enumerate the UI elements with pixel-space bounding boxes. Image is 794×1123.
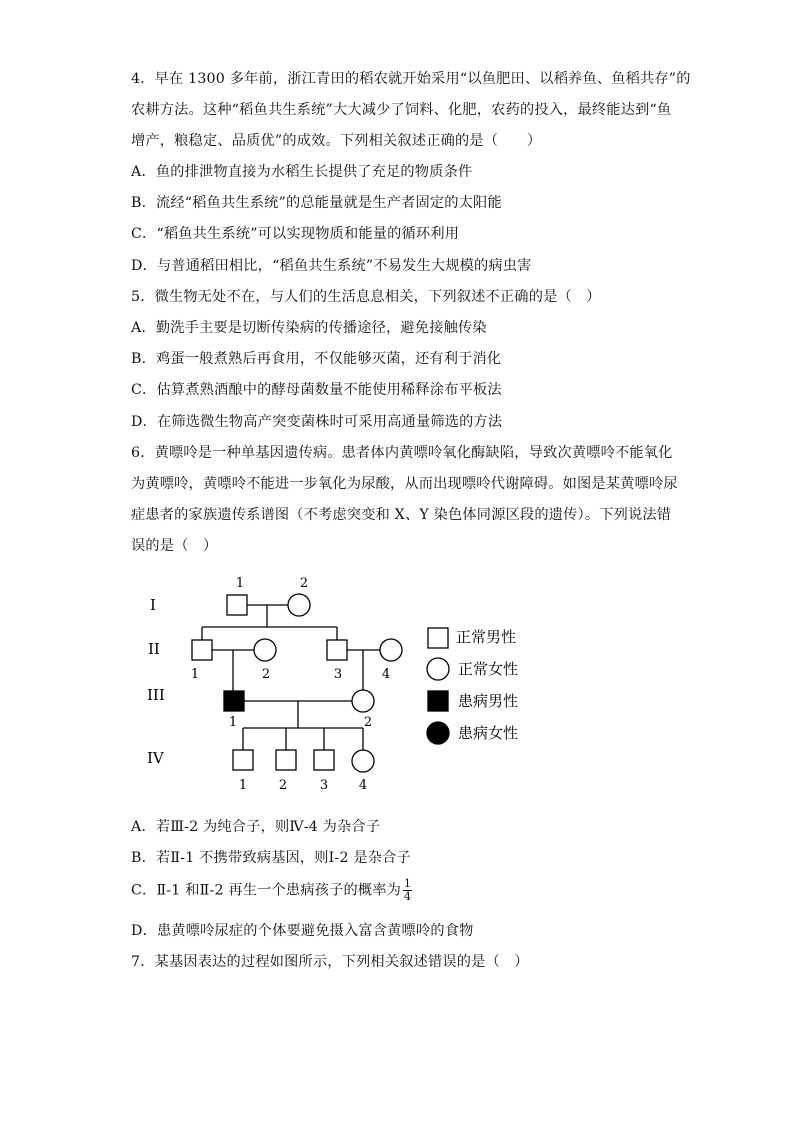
legend-filled-square-icon <box>428 691 448 711</box>
legend-open-circle-icon <box>427 658 449 680</box>
q6-option-c-text: C．Ⅱ-1 和Ⅱ-2 再生一个患病孩子的概率为 <box>131 882 402 899</box>
q6-line-2: 为黄嘌呤，黄嘌呤不能进一步氧化为尿酸，从而出现嘌呤代谢障碍。如图是某黄嘌呤尿 <box>131 476 678 492</box>
legend-label-affected-female: 患病女性 <box>458 724 519 742</box>
fraction-numerator: 1 <box>404 877 412 890</box>
pedigree-IV-1 <box>233 750 253 770</box>
q4-option-c: C．“稻鱼共生系统”可以实现物质和能量的循环利用 <box>131 226 460 242</box>
q4-option-a: A．鱼的排泄物直接为水稻生长提供了充足的物质条件 <box>131 164 473 180</box>
q4-line-2: 农耕方法。这种“稻鱼共生系统”大大减少了饲料、化肥，农药的投入，最终能达到“鱼 <box>131 102 672 118</box>
label-I-1: 1 <box>235 576 245 591</box>
q6-line-1: 6．黄嘌呤是一种单基因遗传病。患者体内黄嘌呤氧化酶缺陷，导致次黄嘌呤不能氧化 <box>131 445 673 461</box>
label-IV-3: 3 <box>319 778 329 793</box>
q7-line-1: 7．某基因表达的过程如图所示，下列相关叙述错误的是（ ） <box>131 954 529 970</box>
label-II-4: 4 <box>381 667 391 682</box>
label-II-3: 3 <box>333 667 343 682</box>
label-III-2: 2 <box>363 715 373 730</box>
pedigree-II-3 <box>327 640 347 660</box>
legend-label-normal-female: 正常女性 <box>458 660 519 678</box>
gen-label-I: I <box>150 596 156 614</box>
pedigree-II-1 <box>192 640 212 660</box>
q6-option-c-fraction <box>403 878 412 903</box>
q5-option-a: A．勤洗手主要是切断传染病的传播途径，避免接触传染 <box>131 320 487 336</box>
q6-line-3: 症患者的家族遗传系谱图（不考虑突变和 X、Y 染色体同源区段的遗传）。下列说法错 <box>131 507 672 523</box>
pedigree-IV-3 <box>314 750 334 770</box>
pedigree-chart <box>140 570 560 800</box>
gen-label-II: II <box>148 640 160 658</box>
label-II-1: 1 <box>190 667 200 682</box>
legend-label-affected-male: 患病男性 <box>458 692 519 710</box>
gen-label-IV: IV <box>147 749 164 767</box>
pedigree-IV-2 <box>276 750 296 770</box>
q5-option-b: B．鸡蛋一般煮熟后再食用，不仅能够灭菌，还有利于消化 <box>131 351 502 367</box>
q6-option-b: B．若Ⅱ-1 不携带致病基因，则Ⅰ-2 是杂合子 <box>131 850 411 866</box>
legend-filled-circle-icon <box>427 722 449 744</box>
pedigree-II-4 <box>380 639 402 661</box>
q4-line-1: 4．早在 1300 多年前，浙江青田的稻农就开始采用“以鱼肥田、以稻养鱼、鱼稻共存”的 <box>131 71 691 87</box>
q6-line-4: 误的是（ ） <box>131 538 218 554</box>
q6-option-c <box>131 878 412 903</box>
q6-option-d: D．患黄嘌呤尿症的个体要避免摄入富含黄嘌呤的食物 <box>131 923 474 939</box>
q5-line-1: 5．微生物无处不在，与人们的生活息息相关，下列叙述不正确的是（ ） <box>131 289 601 305</box>
pedigree-III-1 <box>224 691 244 711</box>
q5-option-d: D．在筛选微生物高产突变菌株时可采用高通量筛选的方法 <box>131 414 503 430</box>
label-IV-4: 4 <box>358 778 368 793</box>
fraction-denominator: 4 <box>404 890 412 903</box>
label-III-1: 1 <box>228 715 238 730</box>
pedigree-II-2 <box>254 639 276 661</box>
gen-label-III: III <box>147 686 165 704</box>
pedigree-III-2 <box>352 690 374 712</box>
label-IV-2: 2 <box>278 778 288 793</box>
pedigree-I-2 <box>288 594 310 616</box>
q4-line-3: 增产，粮稳定、品质优”的成效。下列相关叙述正确的是（ ） <box>131 133 542 149</box>
q6-option-a: A．若Ⅲ-2 为纯合子，则Ⅳ-4 为杂合子 <box>131 819 381 835</box>
q5-option-c: C．估算煮熟酒酿中的酵母菌数量不能使用稀释涂布平板法 <box>131 382 502 398</box>
q4-option-d: D．与普通稻田相比，“稻鱼共生系统”不易发生大规模的病虫害 <box>131 258 532 274</box>
pedigree-IV-4 <box>352 750 374 772</box>
legend-open-square-icon <box>428 628 448 648</box>
pedigree-I-1 <box>227 595 247 615</box>
q4-option-b: B．流经“稻鱼共生系统”的总能量就是生产者固定的太阳能 <box>131 195 502 211</box>
label-II-2: 2 <box>261 667 271 682</box>
legend-label-normal-male: 正常男性 <box>456 628 517 646</box>
label-I-2: 2 <box>299 576 309 591</box>
label-IV-1: 1 <box>238 778 248 793</box>
